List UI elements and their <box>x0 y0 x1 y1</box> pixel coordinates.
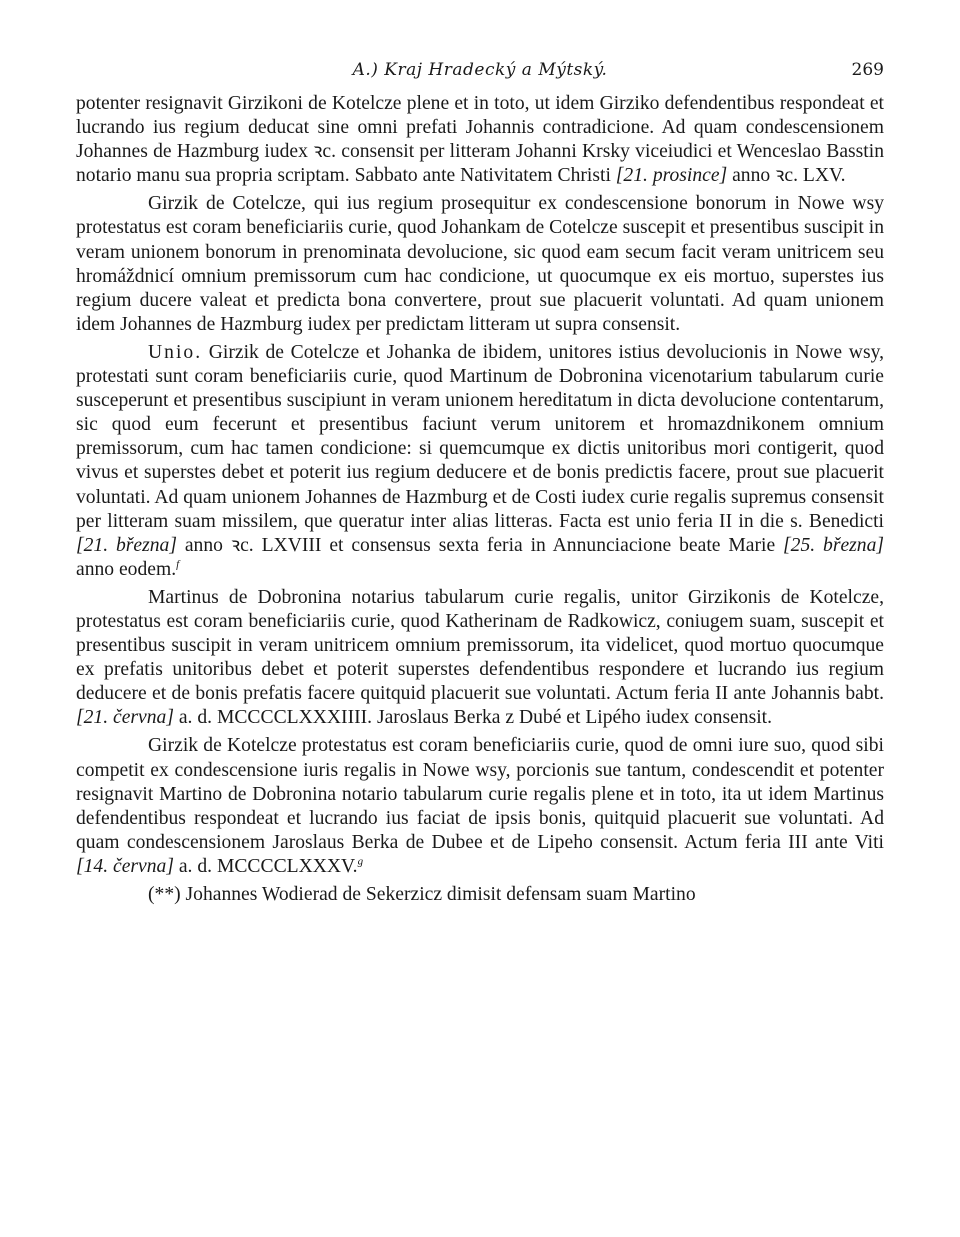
paragraph-text: anno eodem. <box>76 558 177 580</box>
paragraph-text: a. d. MCCCCLXXXV. <box>173 855 358 877</box>
paragraph-text: anno ꝛc. LXV. <box>727 165 846 187</box>
paragraph-text: anno ꝛc. LXVIII et consensus sexta feria in Annunciacione beate Marie <box>176 534 784 556</box>
date-annotation: [25. března] <box>783 534 884 556</box>
paragraph-text: Girzik de Kotelcze protestatus est coram beneficiariis curie, quod de omni iure suo, quod sibi competit ex condescensione iuris regalis in Nowe wsy, porcionis sue tantum, condescendit et potenter resignavit Martino de Dobronina notario tabularum curie regalis plene et in toto, ita ut idem Martinus defendentibus respondeat et lucrando ius faciat de ipsis bonis, quitquid placuerit sue voluntati. Ad quam condescensionem Jaroslaus Berka de Dubee et de Lipeho consensit. Actum feria III ante Viti <box>76 735 884 853</box>
footnote-marker: f <box>176 558 180 571</box>
running-header <box>76 58 884 92</box>
section-keyword: Unio. <box>148 341 203 363</box>
paragraph-text: Martinus de Dobronina notarius tabularum curie regalis, unitor Girzikonis de Kotelcze, protestatus est coram beneficiariis curie, quod Katherinam de Radkowicz, coniugem suam, suscepit et presentibus suscipit in veram unitricem omnium premissorum, ita videlicet, quod mortuo quocumque ex prefatis unitoribus debet et poterit superstes defendentibus respondere et lucrando ius regium deducere et de bonis prefatis facere quitquid placuerit sue voluntati. Actum feria II ante Johannis babt. <box>76 586 884 705</box>
date-annotation: [21. března] <box>76 534 177 556</box>
paragraph-text: Girzik de Cotelcze et Johanka de ibidem, unitores istius devolucionis in Nowe wsy, protestati sunt coram beneficiariis curie, quod Martinum de Dobronina vicenotarium tabularum curie susceperunt et presentibus suscipiunt in veram unionem hereditatum in dicta devolucione contentarum, sic quod eum fecerunt et presentibus faciunt verum unitorem et hromazdnikonem omnium premissorum, cum hac tamen condicione: si quemcumque ex dictis unitoribus mori contigerit, quod vivus et superstes debet et poterit ius regium deducere et de bonis predictis facere, prout sue placuerit voluntati. Ad quam unionem Johannes de Hazmburg et de Costi iudex curie regalis supremus consensit per litteram suam missilem, que queratur inter alias litteras. Facta est unio feria II in die s. Benedicti <box>76 341 884 532</box>
page-number: 269 <box>851 60 884 80</box>
paragraph <box>76 192 884 337</box>
paragraph <box>76 883 884 907</box>
document-page <box>76 58 884 911</box>
date-annotation: [14. června] <box>76 855 174 877</box>
running-title: A.) Kraj Hradecký a Mýtský. <box>352 60 608 80</box>
paragraph <box>76 341 884 582</box>
footnote-marker: g <box>357 855 364 868</box>
paragraph <box>76 734 884 879</box>
paragraph-text: a. d. MCCCCLXXXIIII. Jaroslaus Berka z Dubé et Lipého iudex consensit. <box>173 707 772 729</box>
paragraph <box>76 586 884 731</box>
date-annotation: [21. června] <box>76 707 174 729</box>
paragraph-continuation <box>76 92 884 188</box>
date-annotation: [21. prosince] <box>615 165 728 187</box>
paragraph-text: Girzik de Cotelcze, qui ius regium prosequitur ex condescensione bonorum in Nowe wsy protestatus est coram beneficiariis curie, quod Johankam de Cotelcze suscepit et presentibus suscipit in veram unionem bonorum in prenominata devolucione, sic quod eam secum facit veram unitricem seu hromáždnicí omnium premissorum cum hac condicione, ut quocumque ex eis mortuo, superstes ius regium ducere valeat et predicta bona convertere, prout sue placuerit voluntati. Ad quam unionem idem Johannes de Hazmburg iudex per predictam litteram ut supra consensit. <box>76 193 884 335</box>
paragraph-text: (**) Johannes Wodierad de Sekerzicz dimisit defensam suam Martino <box>148 884 696 905</box>
paragraph-text: potenter resignavit Girzikoni de Kotelcze plene et in toto, ut idem Girziko defendentibus respondeat et lucrando ius regium deducat sine omni prefati Johannis contradicione. Ad quam condescensionem Johannes de Hazmburg iudex ꝛc. consensit per litteram Johanni Krsky viceiudici et Wenceslao Basstin notario manu sua propria scriptam. Sabbato ante Nativitatem Christi <box>76 93 884 187</box>
